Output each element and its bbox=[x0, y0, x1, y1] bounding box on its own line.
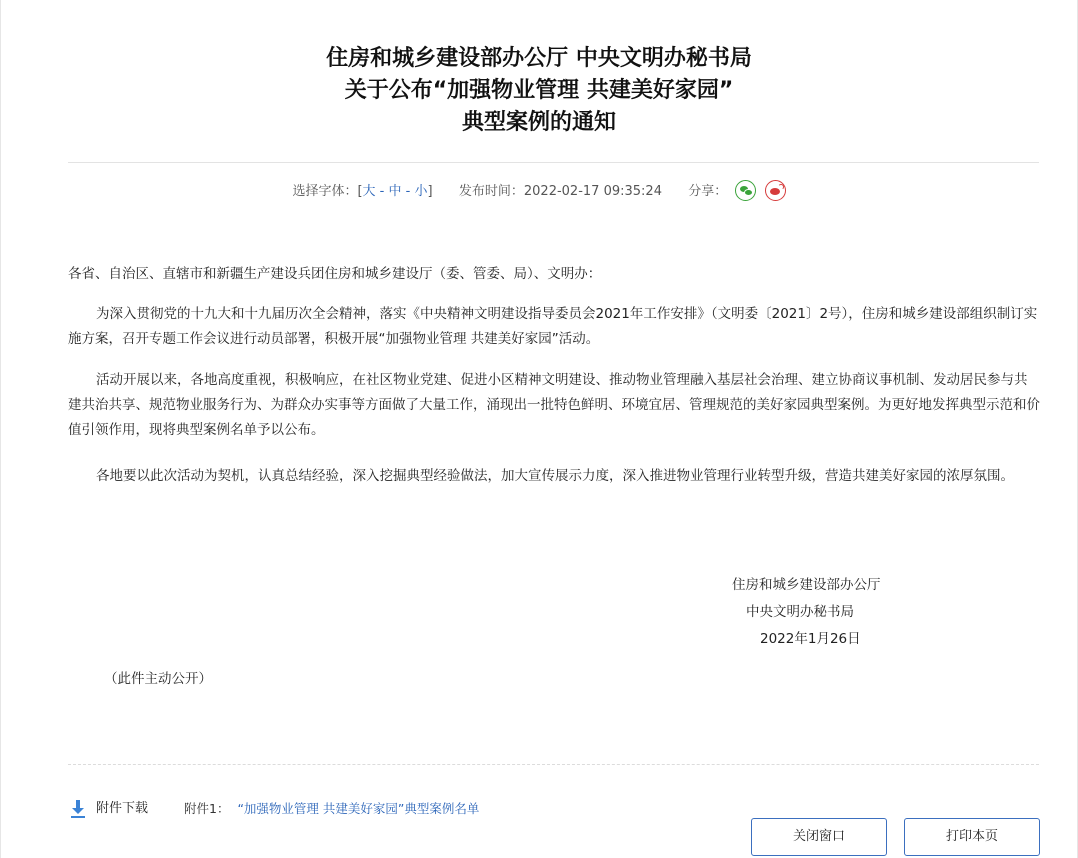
page-title-line-2: 关于公布“加强物业管理 共建美好家园” bbox=[344, 78, 734, 103]
signature-issuer-1: 住房和城乡建设部办公厅 bbox=[732, 577, 881, 593]
font-size-small-link[interactable]: 小 bbox=[414, 184, 428, 199]
attachment-divider bbox=[68, 764, 1039, 765]
disclosure-note: （此件主动公开） bbox=[104, 671, 212, 687]
wechat-icon[interactable] bbox=[735, 180, 756, 201]
close-window-button[interactable]: 关闭窗口 bbox=[751, 818, 887, 856]
print-page-button[interactable]: 打印本页 bbox=[904, 818, 1040, 856]
download-icon bbox=[70, 799, 86, 819]
signature-issuer-2: 中央文明办秘书局 bbox=[746, 604, 854, 620]
font-size-separator: - bbox=[375, 184, 389, 199]
page-title-line-3: 典型案例的通知 bbox=[461, 110, 616, 135]
paragraph-2: 活动开展以来，各地高度重视，积极响应，在社区物业党建、促进小区精神文明建设、推动物业管理融入基层社会治理、建立协商议事机制、发动居民参与共建共治共享、规范物业服务行为、为群众办实事等方面做了大量工作，涌现出一批特色鲜明、环境宜居、管理规范的美好家园典型案例。为更好地发挥典型示范和价值引领作用，现将典型案例名单予以公布。 bbox=[68, 372, 1040, 438]
attachment-item bbox=[184, 799, 479, 819]
font-size-label: 选择字体：[ bbox=[292, 184, 363, 199]
font-size-large-link[interactable]: 大 bbox=[362, 184, 376, 199]
attachment-item-label: 附件1： bbox=[184, 801, 230, 816]
title-divider bbox=[68, 162, 1039, 163]
salutation: 各省、自治区、直辖市和新疆生产建设兵团住房和城乡建设厅（委、管委、局）、文明办： bbox=[68, 266, 602, 282]
paragraph-1: 为深入贯彻党的十九大和十九届历次全会精神，落实《中央精神文明建设指导委员会2021年工作安排》（文明委〔2021〕2号），住房和城乡建设部组织制订实施方案，召开专题工作会议进行动员部署，积极开展“加强物业管理 共建美好家园”活动。 bbox=[68, 306, 1038, 347]
paragraph-3: 各地要以此次活动为契机，认真总结经验，深入挖掘典型经验做法，加大宣传展示力度，深入推进物业管理行业转型升级，营造共建美好家园的浓厚氛围。 bbox=[96, 468, 1014, 484]
font-size-separator: - bbox=[401, 184, 415, 199]
publish-time-value: 2022-02-17 09:35:24 bbox=[523, 184, 662, 199]
attachment-link[interactable]: “加强物业管理 共建美好家园”典型案例名单 bbox=[237, 801, 480, 816]
weibo-icon[interactable] bbox=[765, 180, 786, 201]
share-label: 分享： bbox=[688, 184, 728, 199]
font-size-medium-link[interactable]: 中 bbox=[388, 184, 402, 199]
attachment-download-label: 附件下载 bbox=[96, 801, 149, 816]
signature-date: 2022年1月26日 bbox=[760, 631, 861, 647]
page-title-line-1: 住房和城乡建设部办公厅 中央文明办秘书局 bbox=[326, 46, 752, 71]
article-meta-bar bbox=[0, 181, 1078, 202]
font-size-bracket: ] bbox=[427, 184, 433, 199]
publish-time-label: 发布时间： bbox=[458, 184, 524, 199]
attachment-download-heading bbox=[70, 799, 148, 819]
